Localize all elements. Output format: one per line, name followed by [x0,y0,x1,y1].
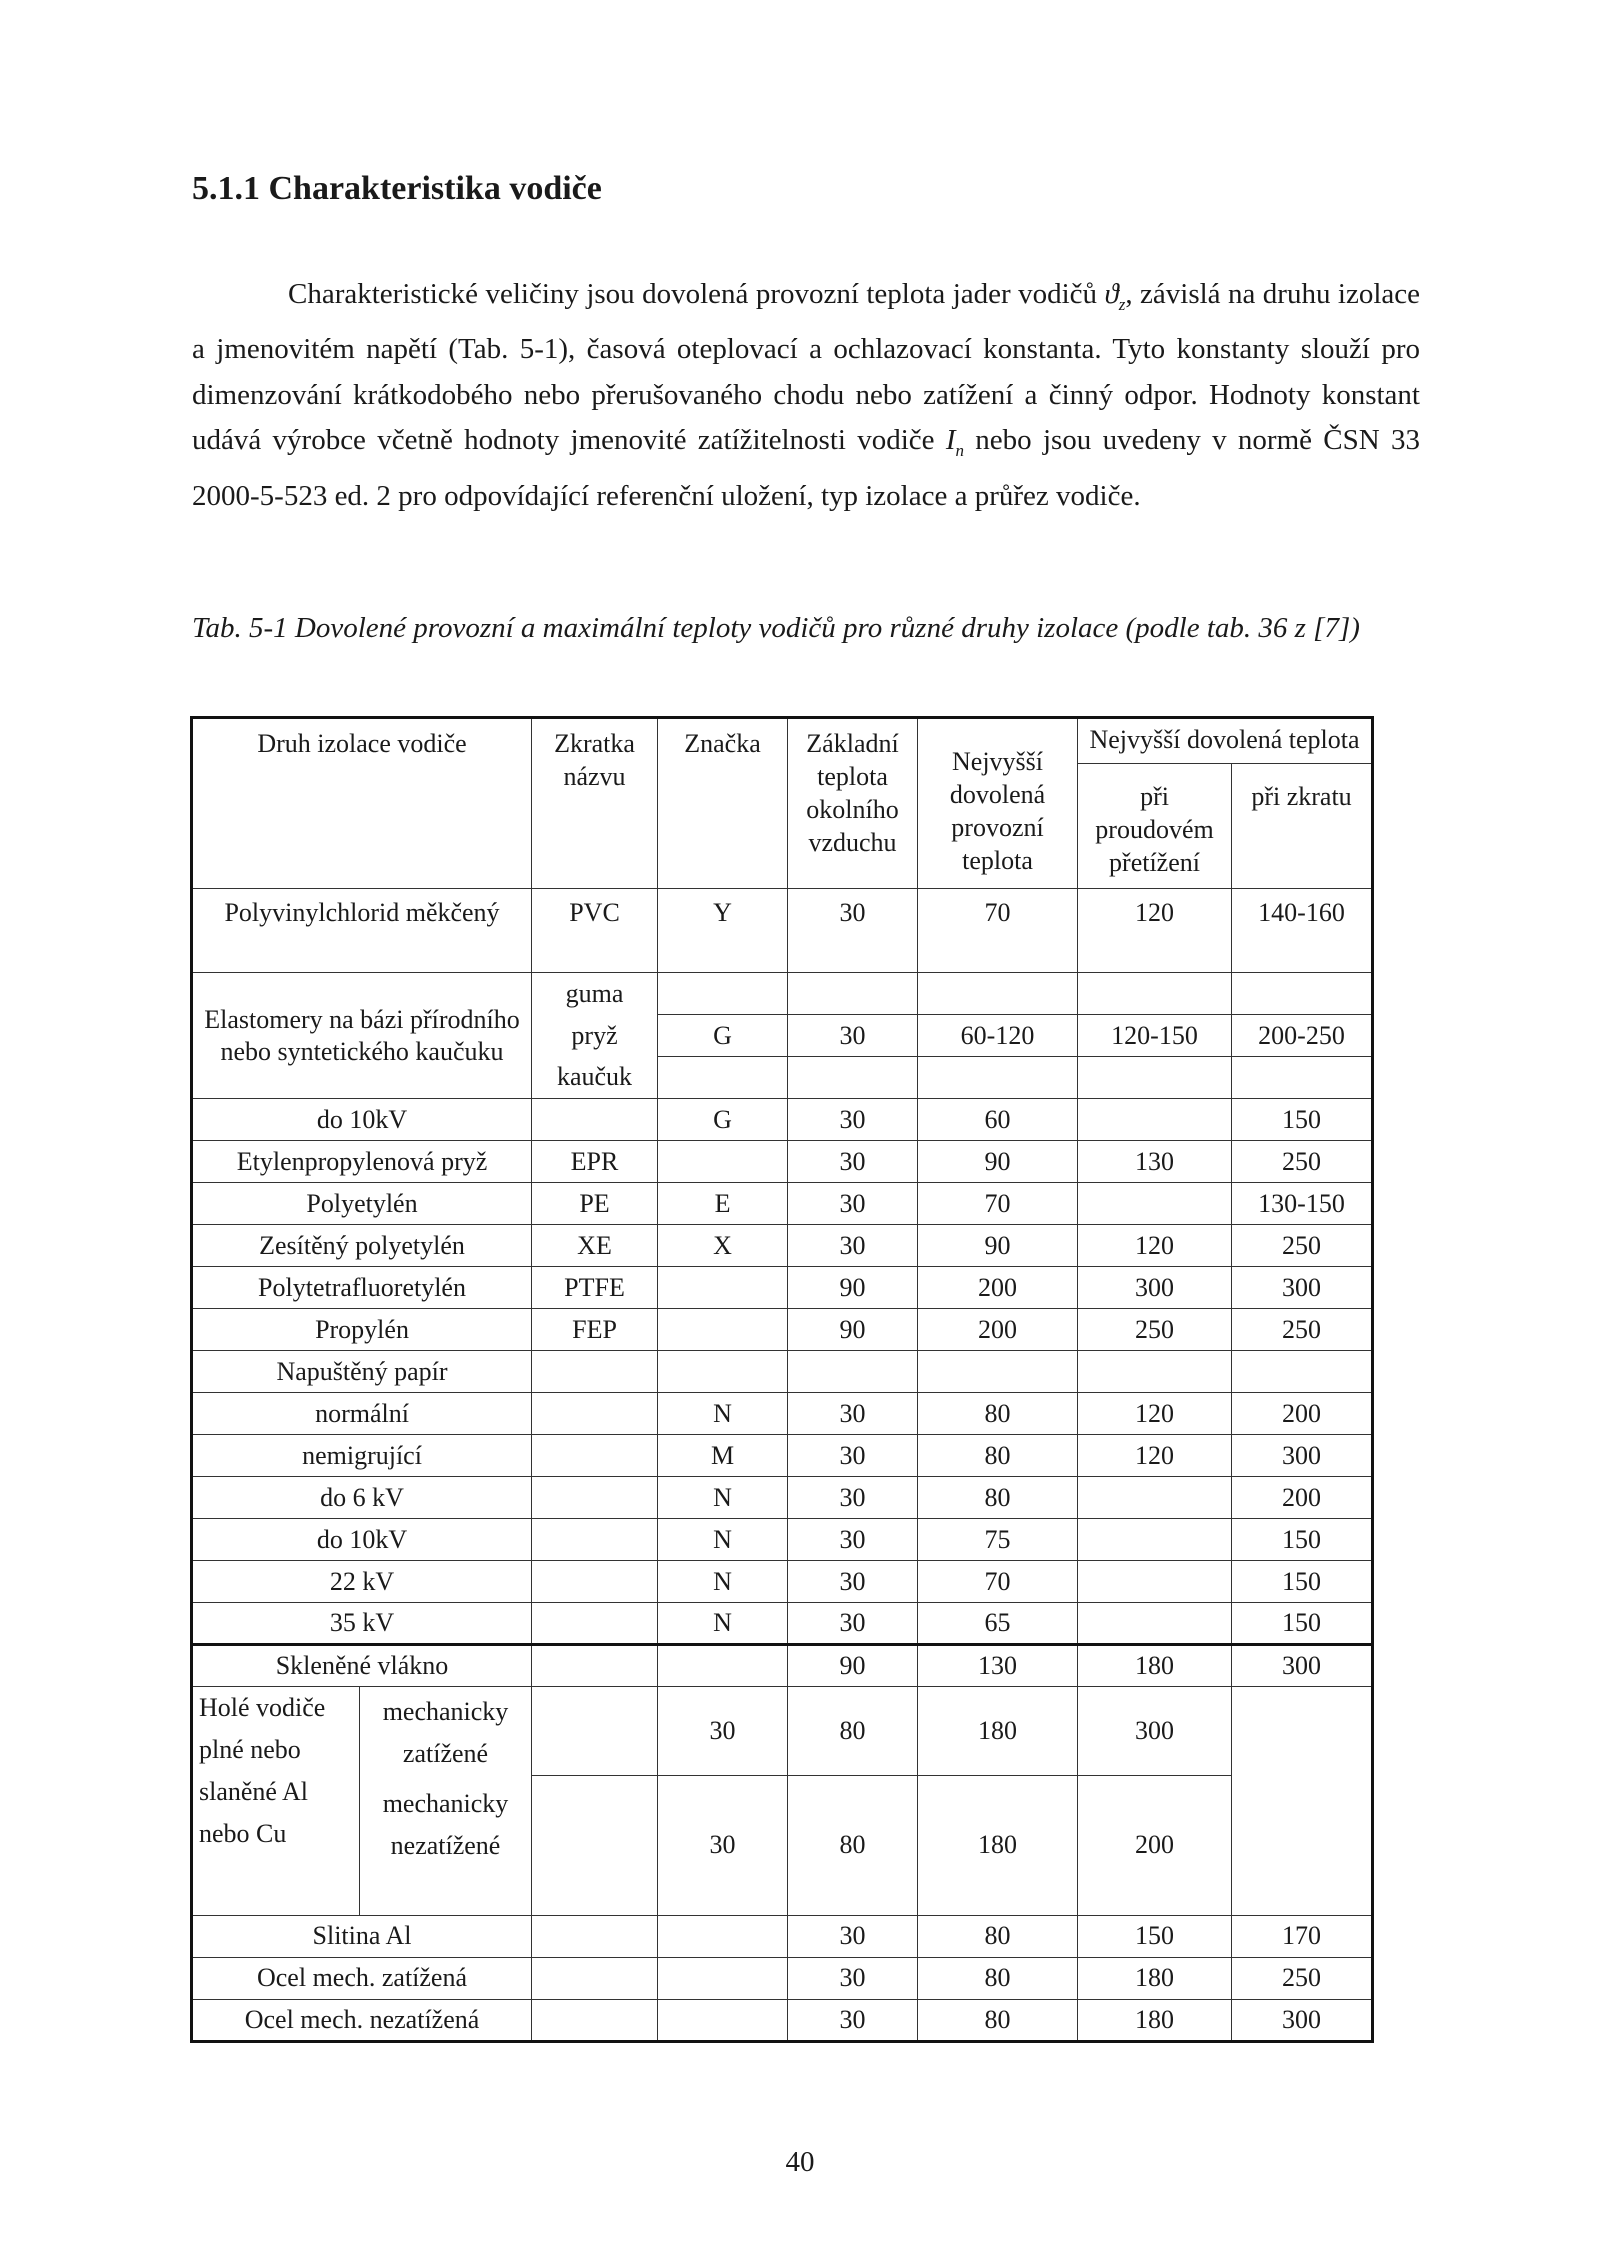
cell-operating: 200 [918,1267,1078,1309]
cell-ambient: 30 [788,1999,918,2041]
cell-abbr [532,1435,658,1477]
cell-ambient: 30 [788,1519,918,1561]
theta-symbol [1104,278,1126,314]
cell-bare-conductor: Holé vodiče plné nebo slaněné Al nebo Cu [192,1687,360,1916]
table-row [192,1957,1373,1999]
table-row [192,1309,1373,1351]
cell-overload: 250 [1078,1309,1232,1351]
cell-operating: 200 [918,1309,1078,1351]
header-max-allowed: Nejvyšší dovolená teplota [1078,718,1373,764]
cell-operating: 60-120 [918,1015,1078,1057]
header-insulation: Druh izolace vodiče [192,718,532,889]
cell-ambient: 30 [788,1183,918,1225]
cell-name: do 10kV [192,1099,532,1141]
cell-overload: 180 [1078,1645,1232,1687]
cell-abbr: guma [532,973,658,1015]
cell-short: 200 [1232,1477,1373,1519]
cell-overload: 180 [918,1687,1078,1776]
cell-abbr [532,1957,658,1999]
table-row [192,889,1373,973]
cell-operating: 80 [788,1775,918,1915]
table-row [192,1519,1373,1561]
cell-abbr: kaučuk [532,1057,658,1099]
page-number: 40 [785,2146,815,2178]
cell-abbr: XE [532,1225,658,1267]
current-symbol [945,424,965,461]
cell-name: 22 kV [192,1561,532,1603]
table-row [192,973,1373,1015]
table-row [192,1435,1373,1477]
cell-overload: 120 [1078,1225,1232,1267]
cell-overload [1078,1183,1232,1225]
table-row [192,1393,1373,1435]
table-row [192,1645,1373,1687]
cell-short: 300 [1232,1435,1373,1477]
cell-ambient: 30 [788,1099,918,1141]
cell-short [1232,1351,1373,1393]
cell-mark [658,1141,788,1183]
cell-subtype: mechanicky nezatížené [360,1775,532,1915]
cell-mark [658,1309,788,1351]
cell-short: 200-250 [1232,1015,1373,1057]
cell-overload: 180 [918,1775,1078,1915]
cell-name: Slitina Al [192,1915,532,1957]
cell-overload: 120 [1078,1435,1232,1477]
table-row [192,1477,1373,1519]
cell-ambient: 30 [788,1477,918,1519]
cell-ambient: 30 [788,1603,918,1645]
table-row [192,1915,1373,1957]
cell-overload [1078,1561,1232,1603]
header-abbr: Zkratka názvu [532,718,658,889]
cell-short: 200 [1078,1775,1232,1915]
cell-short: 300 [1078,1687,1232,1776]
cell-abbr [532,1477,658,1519]
cell-name: do 6 kV [192,1477,532,1519]
cell-abbr [532,1999,658,2041]
cell-abbr [532,1519,658,1561]
cell-mark: M [658,1435,788,1477]
table-row [192,1351,1373,1393]
table-row [192,1225,1373,1267]
cell-ambient: 30 [788,1915,918,1957]
cell-mark [658,1351,788,1393]
cell-overload: 120 [1078,1393,1232,1435]
cell-abbr [532,1603,658,1645]
current-letter: I [945,424,956,457]
cell-short: 170 [1232,1915,1373,1957]
temperature-table [190,716,1374,2043]
table-row [192,1687,1373,1776]
table-caption: Tab. 5-1 Dovolené provozní a maximální teploty vodičů pro různé druhy izolace (podle tab. 36 z [7]) [192,612,1360,644]
cell-mark: N [658,1603,788,1645]
cell-operating: 70 [918,1561,1078,1603]
cell-operating: 75 [918,1519,1078,1561]
cell-name: Elastomery na bázi přírodního nebo syntetického kaučuku [192,973,532,1099]
cell-overload [1078,1099,1232,1141]
cell-ambient [788,1351,918,1393]
theta-letter: ϑ [1104,278,1119,310]
cell-overload: 120 [1078,889,1232,973]
cell-mark: Y [658,889,788,973]
header-max-operating: Nejvyšší dovolená provozní teplota [918,718,1078,889]
cell-operating: 80 [918,1435,1078,1477]
cell-overload: 150 [1078,1915,1232,1957]
cell-operating: 80 [788,1687,918,1776]
header-short-circuit: při zkratu [1232,764,1373,889]
cell-name: Etylenpropylenová pryž [192,1141,532,1183]
cell-mark [658,1645,788,1687]
cell-abbr: pryž [532,1015,658,1057]
cell-name: Polyvinylchlorid měkčený [192,889,532,973]
table-row [192,1561,1373,1603]
cell-short: 300 [1232,1999,1373,2041]
table-row [192,1099,1373,1141]
cell-name: Napuštěný papír [192,1351,532,1393]
cell-mark [658,1267,788,1309]
table-row [192,1141,1373,1183]
cell-overload: 180 [1078,1957,1232,1999]
cell-abbr [532,1561,658,1603]
table-row [192,1999,1373,2041]
cell-ambient: 30 [658,1775,788,1915]
cell-short: 150 [1232,1561,1373,1603]
cell-abbr: PTFE [532,1267,658,1309]
cell-ambient: 90 [788,1309,918,1351]
cell-short: 300 [1232,1267,1373,1309]
cell-ambient: 30 [788,1957,918,1999]
cell-mark [658,1915,788,1957]
cell-operating: 90 [918,1225,1078,1267]
cell-name: Polyetylén [192,1183,532,1225]
cell-name: Ocel mech. nezatížená [192,1999,532,2041]
cell-mark: E [658,1183,788,1225]
cell-mark: N [658,1519,788,1561]
table-row [192,1603,1373,1645]
cell-short: 300 [1232,1645,1373,1687]
section-heading: 5.1.1 Charakteristika vodiče [192,170,602,207]
table-row [192,1267,1373,1309]
cell-operating: 80 [918,1915,1078,1957]
paragraph-text-1: Charakteristické veličiny jsou dovolená provozní teplota jader vodičů [288,278,1105,310]
cell-ambient: 90 [788,1267,918,1309]
cell-abbr [532,1915,658,1957]
cell-name: Skleněné vlákno [192,1645,532,1687]
body-paragraph [192,272,1420,519]
cell-abbr: EPR [532,1141,658,1183]
cell-name: Ocel mech. zatížená [192,1957,532,1999]
theta-subscript: z [1118,294,1126,314]
cell-name: do 10kV [192,1519,532,1561]
header-mark: Značka [658,718,788,889]
cell-short: 250 [1232,1225,1373,1267]
cell-ambient: 30 [788,1561,918,1603]
cell-short: 250 [1232,1957,1373,1999]
cell-ambient: 30 [788,1435,918,1477]
cell-mark [532,1775,658,1915]
cell-abbr [532,1351,658,1393]
cell-short: 200 [1232,1393,1373,1435]
cell-short: 150 [1232,1519,1373,1561]
cell-ambient: 30 [788,1141,918,1183]
cell-mark: X [658,1225,788,1267]
header-ambient: Základní teplota okolního vzduchu [788,718,918,889]
cell-name: 35 kV [192,1603,532,1645]
cell-name: nemigrující [192,1435,532,1477]
table-row [192,1775,1373,1915]
paragraph-text-2: , závislá na druhu izolace a jmenovitém napětí (Tab. 5-1), časová oteplovací a ochlazovací konstanta. Tyto konstanty slouží pro dimenzování krátkodobého nebo přerušovaného chodu nebo zatížení a činný odpor. Hodnoty konstant udává výrobce včetně hodnoty jmenovité zatížitelnosti vodiče [192,278,1420,457]
cell-abbr: FEP [532,1309,658,1351]
cell-abbr: PE [532,1183,658,1225]
cell-overload: 130 [1078,1141,1232,1183]
cell-operating: 65 [918,1603,1078,1645]
current-subscript: n [955,441,965,461]
cell-mark: N [658,1477,788,1519]
cell-ambient: 30 [788,1225,918,1267]
paragraph-text-3: nebo jsou uvedeny v normě ČSN 33 2000-5-523 ed. 2 pro odpovídající referenční uložení, typ izolace a průřez vodiče. [192,424,1420,512]
cell-mark: G [658,1099,788,1141]
cell-short: 150 [1232,1099,1373,1141]
cell-operating: 90 [918,1141,1078,1183]
cell-abbr [532,1393,658,1435]
cell-name: normální [192,1393,532,1435]
cell-short: 250 [1232,1309,1373,1351]
cell-mark: N [658,1561,788,1603]
cell-ambient: 90 [788,1645,918,1687]
cell-name: Polytetrafluoretylén [192,1267,532,1309]
cell-ambient: 30 [788,1015,918,1057]
cell-mark [658,1957,788,1999]
cell-operating: 70 [918,1183,1078,1225]
cell-operating: 130 [918,1645,1078,1687]
cell-ambient: 30 [658,1687,788,1776]
cell-operating: 80 [918,1477,1078,1519]
cell-ambient: 30 [788,1393,918,1435]
cell-mark [532,1687,658,1776]
cell-abbr [532,1645,658,1687]
cell-short: 140-160 [1232,889,1373,973]
cell-name: Zesítěný polyetylén [192,1225,532,1267]
cell-overload [1078,1519,1232,1561]
table-row [192,1183,1373,1225]
cell-overload: 300 [1078,1267,1232,1309]
cell-operating: 80 [918,1957,1078,1999]
cell-overload: 180 [1078,1999,1232,2041]
cell-ambient: 30 [788,889,918,973]
cell-short: 130-150 [1232,1183,1373,1225]
cell-mark [658,1999,788,2041]
cell-operating: 80 [918,1999,1078,2041]
cell-name: Propylén [192,1309,532,1351]
cell-operating: 80 [918,1393,1078,1435]
cell-abbr: PVC [532,889,658,973]
header-overload: při proudovém přetížení [1078,764,1232,889]
cell-overload [1078,1351,1232,1393]
cell-mark: G [658,1015,788,1057]
cell-overload [1078,1603,1232,1645]
cell-overload [1078,1477,1232,1519]
cell-overload: 120-150 [1078,1015,1232,1057]
cell-abbr [532,1099,658,1141]
cell-subtype: mechanicky zatížené [360,1687,532,1776]
cell-operating: 60 [918,1099,1078,1141]
cell-short: 250 [1232,1141,1373,1183]
cell-mark: N [658,1393,788,1435]
cell-short: 150 [1232,1603,1373,1645]
cell-operating [918,1351,1078,1393]
cell-operating: 70 [918,889,1078,973]
